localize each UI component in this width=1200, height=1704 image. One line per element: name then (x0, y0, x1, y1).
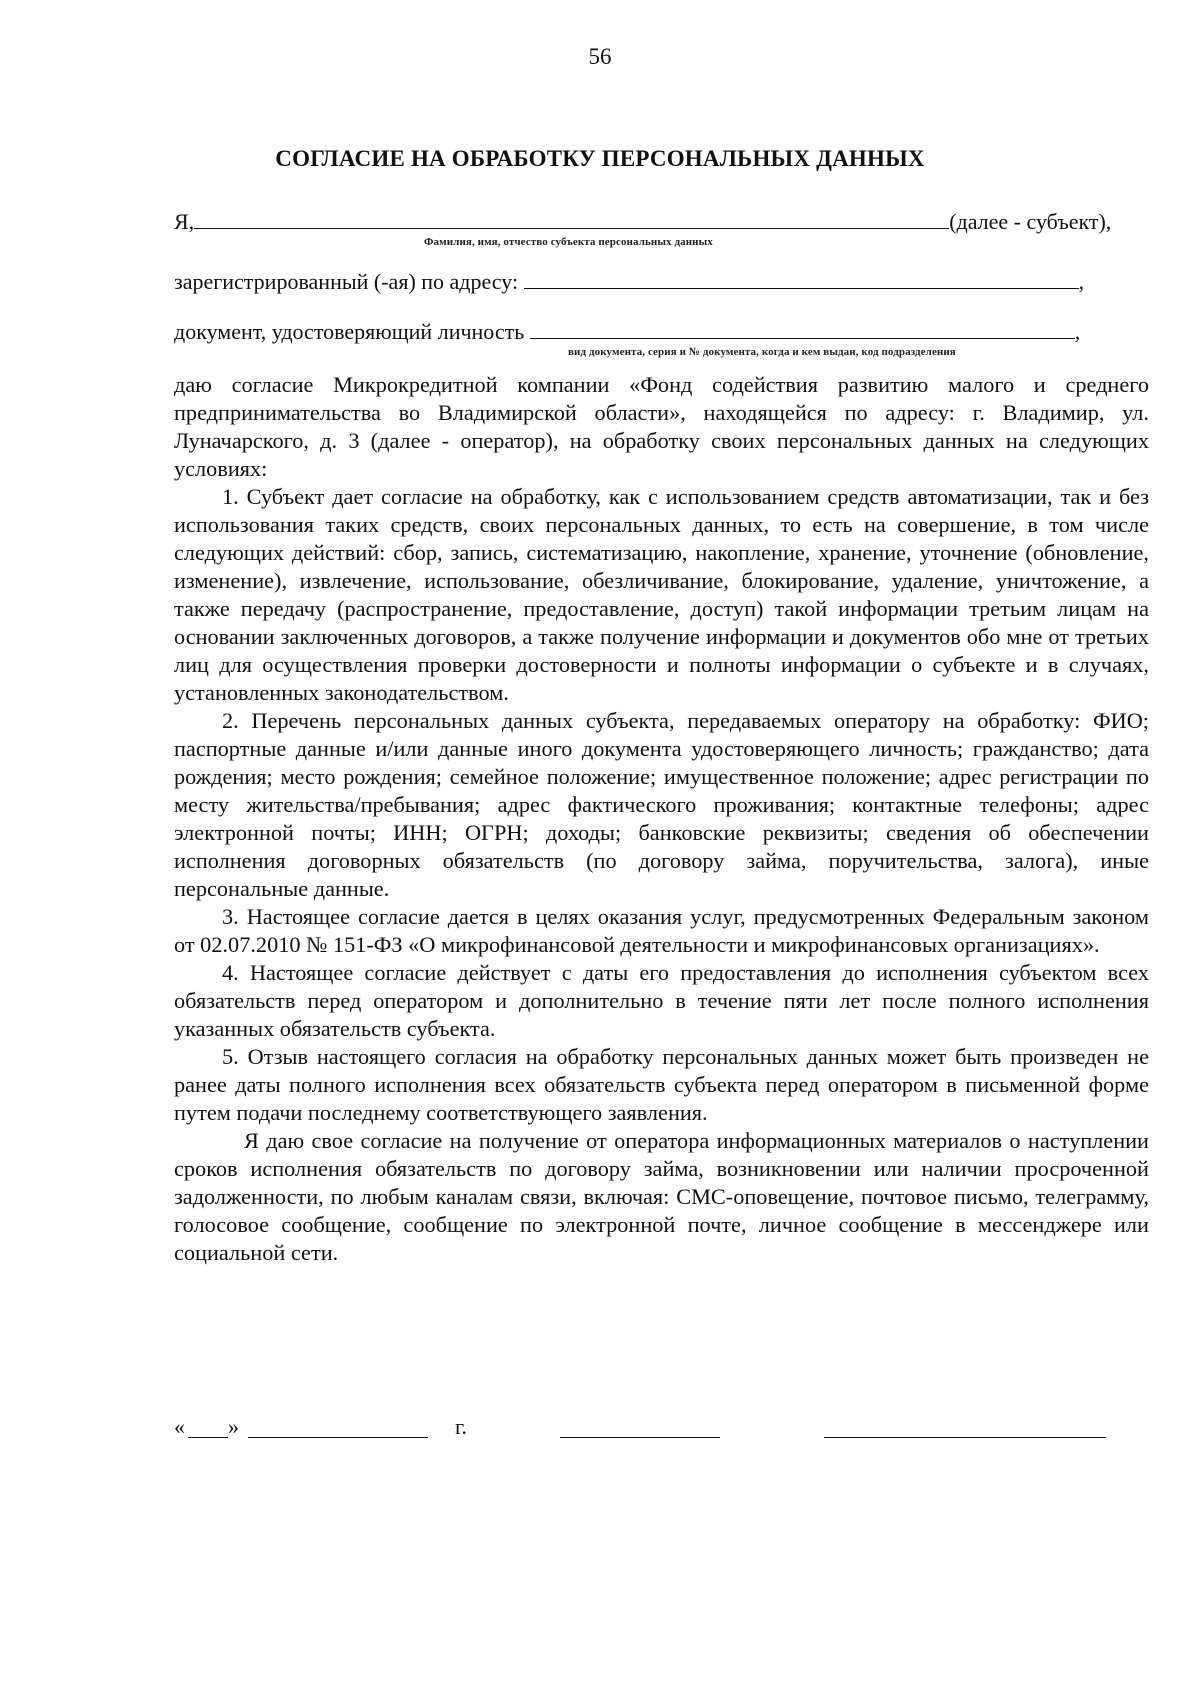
clause-2-paragraph: 2. Перечень персональных данных субъекта, передаваемых оператору на обработку: ФИО; паспортные данные и/или данные иного документа удостоверяющего личность; гражданство; дата рождения; место рождения; семейное положение; имущественное положение; адрес регистрации по месту жительства/пребывания; адрес фактического проживания; контактные телефоны; адрес электронной почты; ИНН; ОГРН; доходы; банковские реквизиты; сведения об обеспечении исполнения договорных обязательств (по договору займа, поручительства, залога), иные персональные данные. (174, 708, 1149, 901)
id-document-hint: вид документа, серия и № документа, когда и кем выдан, код подразделения (568, 346, 956, 358)
address-field[interactable] (524, 268, 1079, 289)
date-open-quote: « (174, 1414, 185, 1439)
signature-row (174, 1410, 1114, 1440)
date-close-quote: » (228, 1414, 239, 1439)
year-suffix: г. (455, 1414, 468, 1439)
id-document-label: документ, удостоверяющий личность (174, 319, 525, 344)
document-body (174, 371, 1149, 1267)
address-label: зарегистрированный (-ая) по адресу: (174, 269, 519, 294)
address-row (174, 268, 1134, 295)
notification-consent-paragraph: Я даю свое согласие на получение от оператора информационных материалов о наступлении сроков исполнения обязательств по договору займа, возникновении или наличии просроченной задолженности, по любым каналам связи, включая: СМС-оповещение, почтовое письмо, телеграмму, голосовое сообщение, сообщение по электронной почте, личное сообщение в мессенджере или социальной сети. (174, 1128, 1149, 1265)
day-field[interactable] (188, 1436, 228, 1438)
subject-prefix: Я, (174, 209, 195, 234)
subject-name-hint: Фамилия, имя, отчество субъекта персональных данных (424, 236, 713, 248)
subject-suffix: (далее - субъект), (949, 209, 1112, 234)
clause-3-paragraph: 3. Настоящее согласие дается в целях оказания услуг, предусмотренных Федеральным законом от 02.07.2010 № 151-ФЗ «О микрофинансовой деятельности и микрофинансовых организациях». (174, 904, 1149, 957)
subject-name-row (174, 208, 1134, 235)
consent-intro-paragraph: даю согласие Микрокредитной компании «Фонд содействия развитию малого и среднего предпринимательства во Владимирской области», находящейся по адресу: г. Владимир, ул. Луначарского, д. 3 (далее - оператор), на обработку своих персональных данных на следующих условиях: (174, 372, 1149, 481)
clause-4-paragraph: 4. Настоящее согласие действует с даты его предоставления до исполнения субъектом всех обязательств перед оператором и дополнительно в течение пяти лет после полного исполнения указанных обязательств субъекта. (174, 960, 1149, 1041)
document-title: СОГЛАСИЕ НА ОБРАБОТКУ ПЕРСОНАЛЬНЫХ ДАННЫХ (275, 146, 925, 171)
month-year-field[interactable] (248, 1436, 428, 1438)
signature-field[interactable] (560, 1436, 720, 1438)
id-document-suffix: , (1074, 319, 1081, 344)
address-suffix: , (1078, 269, 1085, 294)
clause-1-paragraph: 1. Субъект дает согласие на обработку, как с использованием средств автоматизации, так и без использования таких средств, своих персональных данных, то есть на совершение, в том числе следующих действий: сбор, запись, систематизацию, накопление, хранение, уточнение (обновление, изменение), извлечение, использование, обезличивание, блокирование, удаление, уничтожение, а также передачу (распространение, предоставление, доступ) такой информации третьим лицам на основании заключенных договоров, а также получение информации и документов обо мне от третьих лиц для осуществления проверки достоверности и полноты информации о субъекте и в случаях, установленных законодательством. (174, 484, 1149, 705)
subject-name-field[interactable] (194, 208, 949, 229)
id-document-field[interactable] (530, 318, 1075, 339)
id-document-row (174, 318, 1134, 345)
clause-5-paragraph: 5. Отзыв настоящего согласия на обработку персональных данных может быть произведен не ранее даты полного исполнения всех обязательств субъекта перед оператором в письменной форме путем подачи последнему соответствующего заявления. (174, 1044, 1149, 1125)
signature-name-field[interactable] (824, 1436, 1106, 1438)
page-number: 56 (588, 44, 612, 69)
